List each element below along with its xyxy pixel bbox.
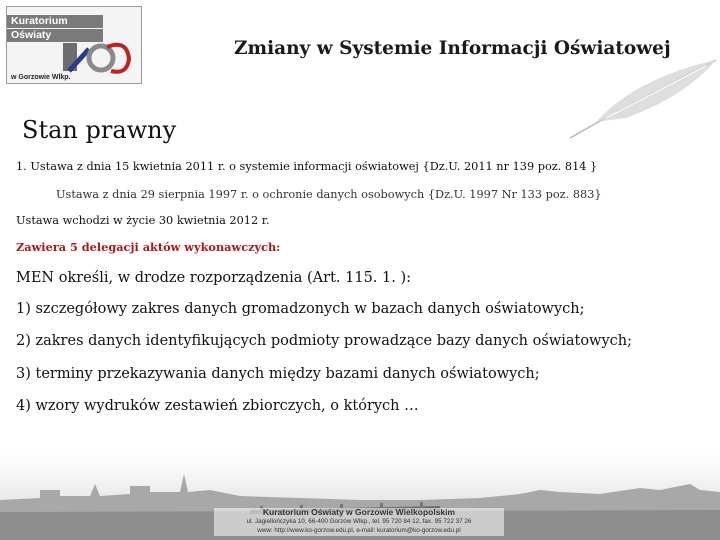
law-reference-2: Ustawa z dnia 29 sierpnia 1997 r. o ochronie danych osobowych {Dz.U. 1997 Nr 133 poz. 883}: [56, 188, 602, 201]
footer-address: ul. Jagiellończyka 10, 66-400 Gorzów Wlkp., tel. 95 720 84 12, fax. 95 722 37 26: [246, 518, 472, 525]
effective-date-text: Ustawa wchodzi w życie 30 kwietnia 2012 r.: [16, 214, 270, 227]
logo-footer-text: w Gorzowie Wlkp.: [11, 74, 71, 81]
men-intro-text: MEN określi, w drodze rozporządzenia (Art. 115. 1. ):: [16, 270, 412, 286]
kuratorium-logo: [6, 6, 142, 84]
list-item-4: 4) wzory wydruków zestawień zbiorczych, o których …: [16, 398, 419, 414]
logo-text-line2: Oświaty: [7, 29, 103, 42]
logo-emblem-icon: [61, 41, 133, 75]
footer-org: Kuratorium Oświaty w Gorzowie Wielkopolskim: [262, 507, 456, 517]
list-item-1: 1) szczegółowy zakres danych gromadzonych w bazach danych oświatowych;: [16, 301, 585, 317]
footer-contact: [214, 508, 504, 536]
section-heading: Stan prawny: [22, 116, 177, 144]
list-item-3: 3) terminy przekazywania danych między bazami danych oświatowych;: [16, 366, 540, 382]
header-title: Zmiany w Systemie Informacji Oświatowej: [234, 38, 671, 59]
list-item-2: 2) zakres danych identyfikujących podmioty prowadzące bazy danych oświatowych;: [16, 333, 633, 349]
delegations-note: Zawiera 5 delegacji aktów wykonawczych:: [16, 240, 281, 254]
feather-icon: [566, 56, 720, 142]
law-reference-1: 1. Ustawa z dnia 15 kwietnia 2011 r. o systemie informacji oświatowej {Dz.U. 2011 nr 139 poz. 814 }: [16, 160, 598, 173]
footer-web: www: http://www.ko-gorzow.edu.pl, e-mail: kuratorium@ko-gorzow.edu.pl: [257, 527, 461, 534]
logo-text-line1: Kuratorium: [7, 15, 103, 28]
